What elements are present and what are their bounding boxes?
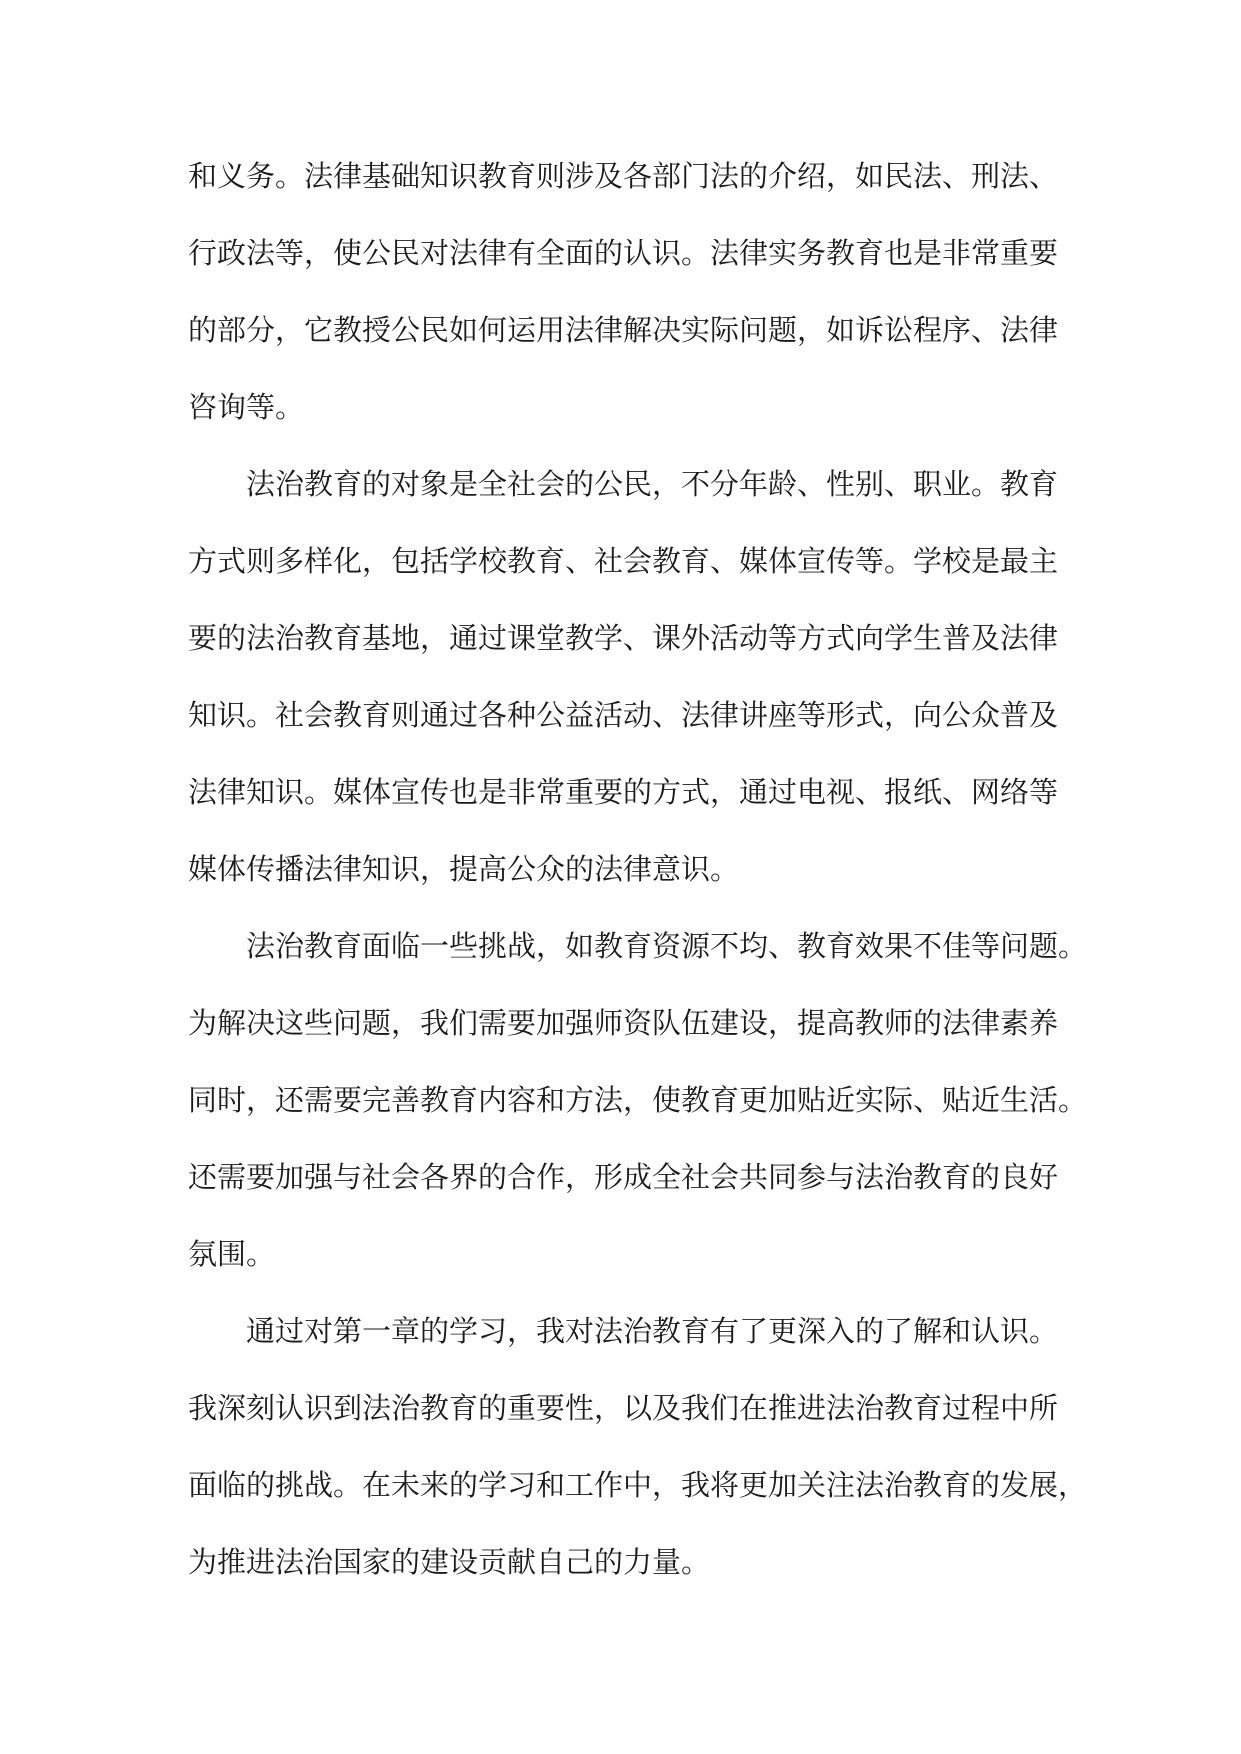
paragraph-line: 我深刻认识到法治教育的重要性，以及我们在推进法治教育过程中所 (188, 1391, 1059, 1425)
paragraph-line: 知识。社会教育则通过各种公益活动、法律讲座等形式，向公众普及 (188, 698, 1059, 732)
paragraph-line: 氛围。 (188, 1237, 276, 1271)
paragraph-line: 法治教育的对象是全社会的公民，不分年龄、性别、职业。教育 (246, 467, 1059, 501)
paragraph-line: 通过对第一章的学习，我对法治教育有了更深入的了解和认识。 (246, 1314, 1059, 1348)
paragraph-line: 为推进法治国家的建设贡献自己的力量。 (188, 1545, 711, 1579)
paragraph-line: 法治教育面临一些挑战，如教育资源不均、教育效果不佳等问题。 (246, 929, 1088, 963)
paragraph-line: 要的法治教育基地，通过课堂教学、课外活动等方式向学生普及法律 (188, 621, 1059, 655)
paragraph-line: 媒体传播法律知识，提高公众的法律意识。 (188, 852, 740, 886)
paragraph-line: 方式则多样化，包括学校教育、社会教育、媒体宣传等。学校是最主 (188, 544, 1059, 578)
paragraph-line: 行政法等，使公民对法律有全面的认识。法律实务教育也是非常重要 (188, 236, 1059, 270)
document-body (188, 138, 1088, 1601)
paragraph-line: 的部分，它教授公民如何运用法律解决实际问题，如诉讼程序、法律 (188, 313, 1059, 347)
paragraph-line: 为解决这些问题，我们需要加强师资队伍建设，提高教师的法律素养 (188, 1006, 1059, 1040)
paragraph-line: 法律知识。媒体宣传也是非常重要的方式，通过电视、报纸、网络等 (188, 775, 1059, 809)
paragraph-line: 和义务。法律基础知识教育则涉及各部门法的介绍，如民法、刑法、 (188, 159, 1059, 193)
paragraph-line: 同时，还需要完善教育内容和方法，使教育更加贴近实际、贴近生活。 (188, 1083, 1088, 1117)
paragraph-line: 还需要加强与社会各界的合作，形成全社会共同参与法治教育的良好 (188, 1160, 1059, 1194)
paragraph-line: 咨询等。 (188, 390, 305, 424)
paragraph-2 (188, 446, 1059, 908)
paragraph-4 (188, 1293, 1088, 1601)
paragraph-1 (188, 138, 1059, 446)
paragraph-3 (188, 908, 1088, 1293)
paragraph-line: 面临的挑战。在未来的学习和工作中，我将更加关注法治教育的发展， (188, 1468, 1088, 1502)
